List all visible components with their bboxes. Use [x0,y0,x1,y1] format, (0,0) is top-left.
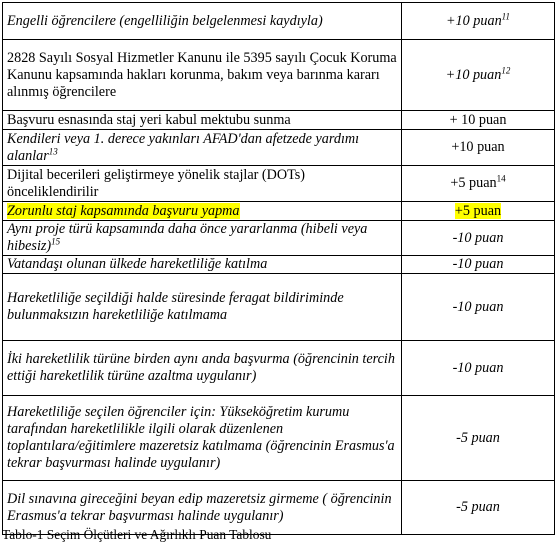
points-cell [402,341,555,396]
table-row [3,256,555,274]
points-cell [402,481,555,535]
points-cell [402,130,555,166]
points-footnote: 12 [501,64,511,75]
criterion-text: Hareketliliğe seçildiği halde süresinde feragat bildiriminde bulunmaksızın hareketliliğe katılmama [7,290,344,323]
points-text: + 10 puan [449,111,507,128]
score-table [2,2,555,535]
criterion-text: Aynı proje türü kapsamında daha önce yararlanma (hibeli veya hibesiz) [7,221,368,254]
criterion-cell [3,166,402,202]
criterion-cell [3,3,402,40]
points-cell [402,396,555,481]
table-row [3,274,555,341]
points-cell [402,202,555,221]
points-cell [402,221,555,256]
points-text: -10 puan [452,298,504,315]
criterion-cell [3,341,402,396]
criterion-footnote: 15 [51,236,61,247]
points-text: -5 puan [456,429,500,446]
points-footnote: 11 [501,10,511,21]
criterion-text: Başvuru esnasında staj yeri kabul mektubu sunma [7,111,291,128]
table-caption: Tablo-1 Seçim Ölçütleri ve Ağırlıklı Puan Tablosu [2,527,272,542]
criterion-cell [3,274,402,341]
points-cell [402,40,555,111]
points-text: +10 puan [445,66,502,83]
points-text: -10 puan [452,256,504,272]
points-text: +5 puan [450,175,497,191]
criterion-text: Engelli öğrencilere (engelliliğin belgelenmesi kaydıyla) [7,12,323,29]
criterion-cell [3,40,402,111]
points-cell [402,111,555,130]
criterion-text: Kendileri veya 1. derece yakınları AFAD'dan afetzede yardımı alanlar [7,130,360,164]
points-text: -5 puan [456,499,500,515]
criterion-text: Zorunlu staj kapsamında başvuru yapma [7,202,240,219]
points-cell [402,256,555,274]
points-text: -10 puan [452,229,504,246]
points-cell [402,274,555,341]
points-text: +10 puan [451,139,505,155]
criterion-text: İki hareketlilik türüne birden aynı anda başvurma (öğrencinin tercih ettiği hareketlilik türüne azaltma uygulanır) [7,351,395,384]
table-row [3,40,555,111]
table-row [3,202,555,221]
criterion-text: Dil sınavına gireceğini beyan edip mazeretsiz girmeme ( öğrencinin Erasmus'a tekrar başvurması halinde uygulanır) [7,490,392,524]
score-table-body [3,3,555,535]
table-row [3,166,555,202]
criterion-text: Hareketliliğe seçilen öğrenciler için: Yükseköğretim kurumu tarafından hareketlilikle ilgili olarak düzenlenen toplantılara/eğitimlere mazeretsiz katılmama (öğrencinin Erasmus'a tekrar başvurması halinde uygulanır) [7,404,395,471]
criterion-text: Vatandaşı olunan ülkede hareketliliğe katılma [7,256,268,272]
criterion-text: 2828 Sayılı Sosyal Hizmetler Kanunu ile 5395 sayılı Çocuk Koruma Kanunu kapsamında hakları korunma, bakım veya barınma kararı alınmış öğrencilere [7,49,397,100]
points-footnote: 14 [496,173,506,184]
criterion-cell [3,221,402,256]
criterion-cell [3,396,402,481]
table-row [3,111,555,130]
criterion-cell [3,130,402,166]
points-cell [402,166,555,202]
points-text: +5 puan [454,202,502,219]
points-cell [402,3,555,40]
table-row [3,3,555,40]
points-text: -10 puan [452,359,504,376]
criterion-cell [3,202,402,221]
criterion-cell [3,256,402,274]
criterion-footnote: 13 [48,145,58,156]
points-text: +10 puan [445,12,502,29]
criterion-cell [3,111,402,130]
criterion-text: Dijital becerileri geliştirmeye yönelik stajlar (DOTs) önceliklendirilir [7,166,306,200]
table-row [3,396,555,481]
table-row [3,221,555,256]
table-row [3,130,555,166]
table-row [3,341,555,396]
